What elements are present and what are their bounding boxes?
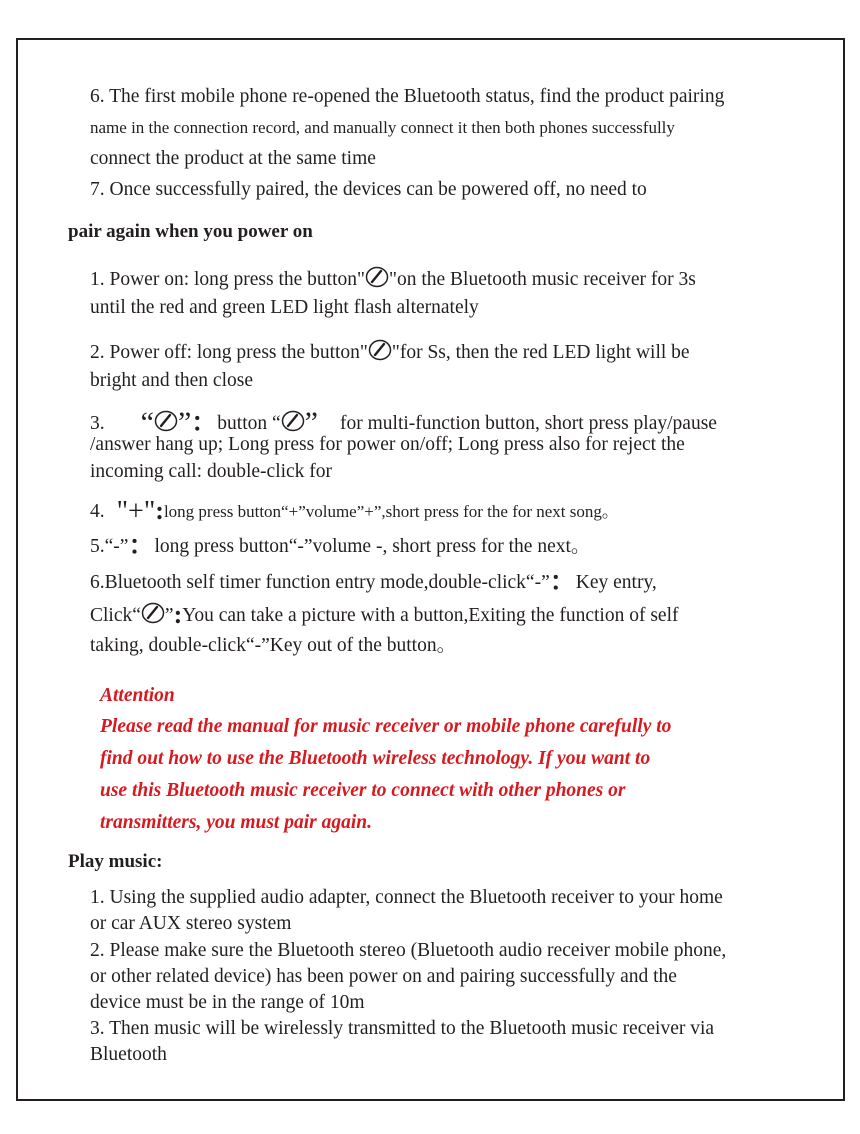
power-step-2-text-b: "for Ss, then the red LED light will be (391, 342, 690, 363)
power-step-1-line1 (90, 266, 696, 290)
power-step-6-text-c: Click“ (90, 605, 141, 626)
attention-line4: transmitters, you must pair again. (100, 812, 372, 833)
phone-handset-icon (281, 410, 305, 432)
power-step-6-text-a: 6.Bluetooth self timer function entry mode,double-click“-” (90, 572, 550, 593)
power-step-3-number: 3. (90, 413, 105, 434)
power-step-5-text-a: 5.“-” (90, 536, 129, 557)
colon-mark: ： (191, 408, 218, 437)
plus-key-label: "+" (116, 496, 156, 527)
power-step-4-number: 4. (90, 501, 105, 522)
power-step-3-line2: /answer hang up; Long press for power on/off; Long press also for reject the (90, 434, 685, 455)
heading-pair-again: pair again when you power on (68, 221, 313, 242)
power-step-6-text-b: Key entry, (575, 572, 657, 593)
power-step-6-text-d: ” (164, 605, 174, 626)
phone-handset-icon (365, 266, 389, 288)
play-step-2-line2: or other related device) has been power on and pairing successfully and the (90, 966, 677, 987)
attention-title: Attention (100, 685, 175, 706)
power-step-6-text-e: You can take a picture with a button,Exiting the function of self (182, 605, 679, 626)
power-step-4-text: long press button“+”volume”+”,short press for the for next song。 (163, 502, 619, 521)
colon-mark: : (155, 496, 164, 525)
power-step-6-line2 (90, 600, 679, 629)
play-step-1-line1: 1. Using the supplied audio adapter, connect the Bluetooth receiver to your home (90, 887, 723, 908)
power-step-2-line2: bright and then close (90, 370, 253, 391)
play-step-3-line2: Bluetooth (90, 1044, 167, 1065)
power-step-6-line1 (90, 567, 657, 596)
pairing-step-6-line1: 6. The first mobile phone re-opened the Bluetooth status, find the product pairing (90, 86, 725, 107)
power-step-5 (90, 531, 591, 560)
power-step-3-line1 (90, 405, 717, 439)
play-step-2-line3: device must be in the range of 10m (90, 992, 365, 1013)
close-quote: ” (304, 406, 318, 439)
open-quote: “ (140, 406, 154, 439)
power-step-3-text-b: for multi-function button, short press play/pause (340, 413, 717, 434)
power-step-3-text-a: button “ (217, 413, 281, 434)
heading-play-music: Play music: (68, 851, 163, 872)
phone-handset-icon (141, 602, 165, 624)
play-step-3-line1: 3. Then music will be wirelessly transmitted to the Bluetooth music receiver via (90, 1018, 715, 1039)
close-quote: ” (177, 406, 192, 439)
power-step-4 (90, 495, 619, 527)
pairing-step-7: 7. Once successfully paired, the devices can be powered off, no need to (90, 179, 647, 200)
power-step-1-line2: until the red and green LED light flash alternately (90, 297, 479, 318)
pairing-step-6-line3: connect the product at the same time (90, 148, 376, 169)
pairing-step-6-line2: name in the connection record, and manually connect it then both phones successfully (90, 118, 675, 137)
attention-line3: use this Bluetooth music receiver to connect with other phones or (100, 780, 626, 801)
phone-handset-icon (154, 410, 178, 432)
play-step-1-line2: or car AUX stereo system (90, 913, 292, 934)
power-step-3-line3: incoming call: double-click for (90, 461, 333, 482)
play-step-2-line1: 2. Please make sure the Bluetooth stereo (Bluetooth audio receiver mobile phone, (90, 940, 727, 961)
colon-mark: ： (549, 567, 576, 596)
phone-handset-icon (368, 339, 392, 361)
power-step-5-text-b: long press button“-”volume -, short press for the next。 (154, 536, 591, 557)
power-step-2-line1 (90, 339, 690, 363)
power-step-6-line3: taking, double-click“-”Key out of the button。 (90, 635, 457, 656)
power-step-2-text-a: 2. Power off: long press the button" (90, 342, 368, 363)
power-step-1-text-a: 1. Power on: long press the button" (90, 269, 365, 290)
colon-mark: ： (128, 531, 155, 560)
attention-line2: find out how to use the Bluetooth wireless technology. If you want to (100, 748, 651, 769)
attention-line1: Please read the manual for music receiver or mobile phone carefully to (100, 716, 672, 737)
colon-mark: : (173, 600, 183, 629)
power-step-1-text-b: "on the Bluetooth music receiver for 3s (388, 269, 696, 290)
